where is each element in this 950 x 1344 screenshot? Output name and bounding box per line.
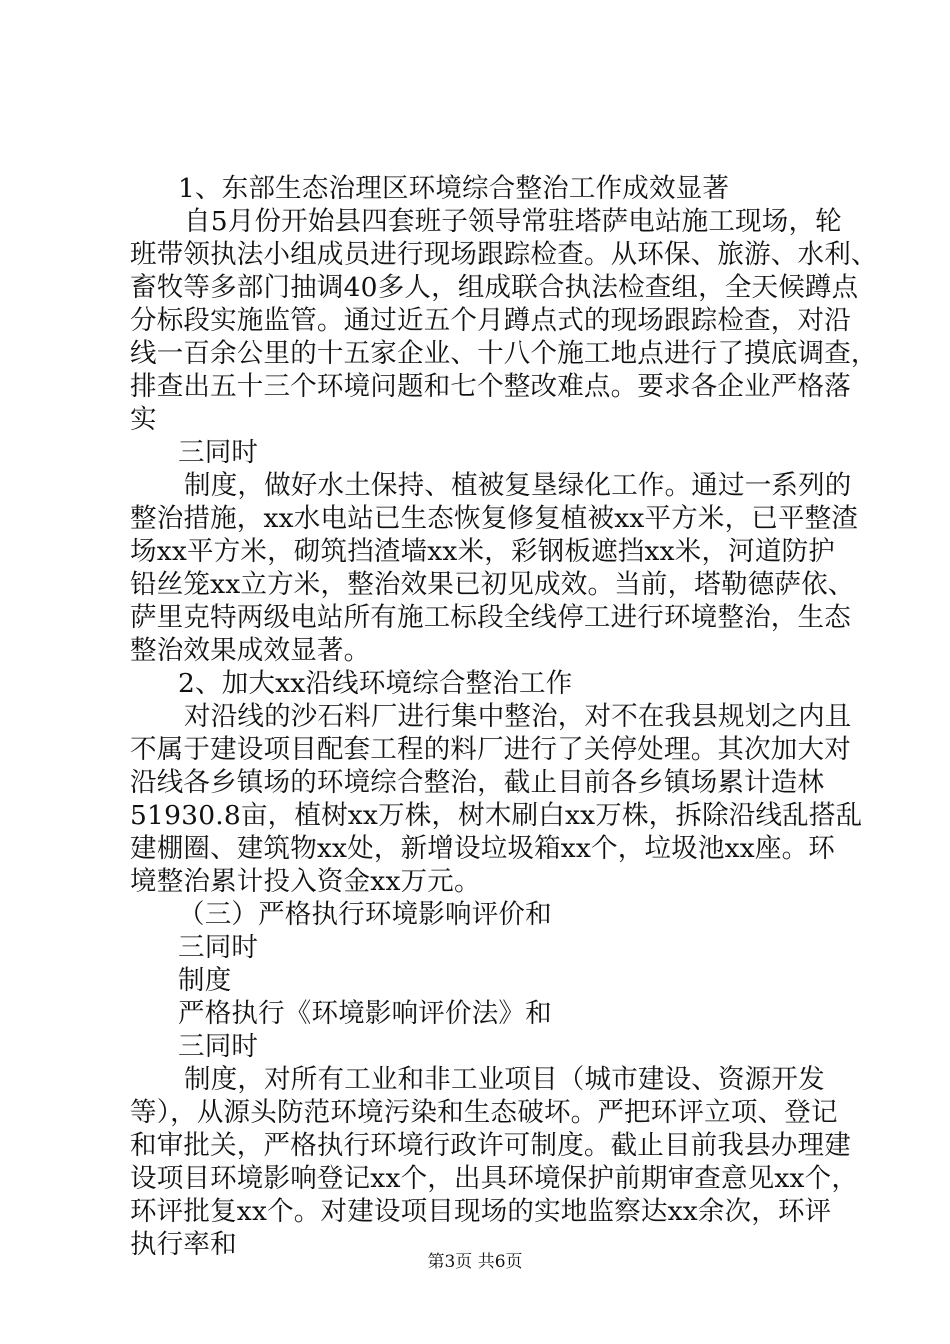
paragraph-line: 制度，做好水土保持、植被复垦绿化工作。通过一系列的 bbox=[184, 470, 852, 501]
section-heading-3: （三）严格执行环境影响评价和 bbox=[178, 899, 552, 930]
paragraph-line: 制度 bbox=[178, 965, 232, 996]
paragraph-line: 51930.8亩，植树xx万株，树木刷白xx万株，拆除沿线乱搭乱 bbox=[130, 800, 863, 831]
paragraph-line: 境整治累计投入资金xx万元。 bbox=[130, 866, 481, 897]
paragraph-line: 萨里克特两级电站所有施工标段全线停工进行环境整治，生态 bbox=[130, 602, 851, 633]
paragraph-line: 排查出五十三个环境问题和七个整改难点。要求各企业严格落 bbox=[130, 371, 851, 402]
paragraph-line: 整治措施，xx水电站已生态恢复修复植被xx平方米，已平整渣 bbox=[130, 503, 859, 534]
paragraph-line: 线一百余公里的十五家企业、十八个施工地点进行了摸底调查， bbox=[130, 338, 878, 369]
paragraph-line: 不属于建设项目配套工程的料厂进行了关停处理。其次加大对 bbox=[130, 734, 851, 765]
paragraph-line: 场xx平方米，砌筑挡渣墙xx米，彩钢板遮挡xx米，河道防护 bbox=[130, 536, 835, 567]
paragraph-line: 三同时 bbox=[178, 1031, 259, 1062]
paragraph-line: 铅丝笼xx立方米，整治效果已初见成效。当前，塔勒德萨依、 bbox=[130, 569, 855, 600]
paragraph-line: 三同时 bbox=[178, 437, 259, 468]
section-heading-2: 2、加大xx沿线环境综合整治工作 bbox=[178, 668, 573, 699]
paragraph-line: 沿线各乡镇场的环境综合整治，截止目前各乡镇场累计造林 bbox=[130, 767, 825, 798]
paragraph-line: 设项目环境影响登记xx个，出具环境保护前期审查意见xx个， bbox=[130, 1163, 859, 1194]
paragraph-line: 执行率和 bbox=[130, 1229, 237, 1260]
paragraph-line: 畜牧等多部门抽调40多人，组成联合执法检查组，全天候蹲点 bbox=[130, 272, 859, 303]
paragraph-line: 和审批关，严格执行环境行政许可制度。截止目前我县办理建 bbox=[130, 1130, 851, 1161]
paragraph-line: 严格执行《环境影响评价法》和 bbox=[178, 998, 552, 1029]
paragraph-line: 班带领执法小组成员进行现场跟踪检查。从环保、旅游、水利、 bbox=[130, 239, 878, 270]
paragraph-line: 三同时 bbox=[178, 932, 259, 963]
paragraph-line: 对沿线的沙石料厂进行集中整治，对不在我县规划之内且 bbox=[184, 701, 852, 732]
paragraph-line: 建棚圈、建筑物xx处，新增设垃圾箱xx个，垃圾池xx座。环 bbox=[130, 833, 835, 864]
paragraph-line: 整治效果成效显著。 bbox=[130, 635, 371, 666]
paragraph-line: 环评批复xx个。对建设项目现场的实地监察达xx余次，环评 bbox=[130, 1196, 832, 1227]
paragraph-line: 等），从源头防范环境污染和生态破坏。严把环评立项、登记 bbox=[130, 1097, 838, 1128]
paragraph-line: 自5月份开始县四套班子领导常驻塔萨电站施工现场，轮 bbox=[184, 206, 842, 237]
paragraph-line: 实 bbox=[130, 404, 157, 435]
paragraph-line: 分标段实施监管。通过近五个月蹲点式的现场跟踪检查，对沿 bbox=[130, 305, 851, 336]
page-number-footer: 第3页 共6页 bbox=[427, 1252, 523, 1272]
paragraph-line: 制度，对所有工业和非工业项目（城市建设、资源开发 bbox=[184, 1064, 825, 1095]
section-heading-1: 1、东部生态治理区环境综合整治工作成效显著 bbox=[178, 173, 730, 204]
